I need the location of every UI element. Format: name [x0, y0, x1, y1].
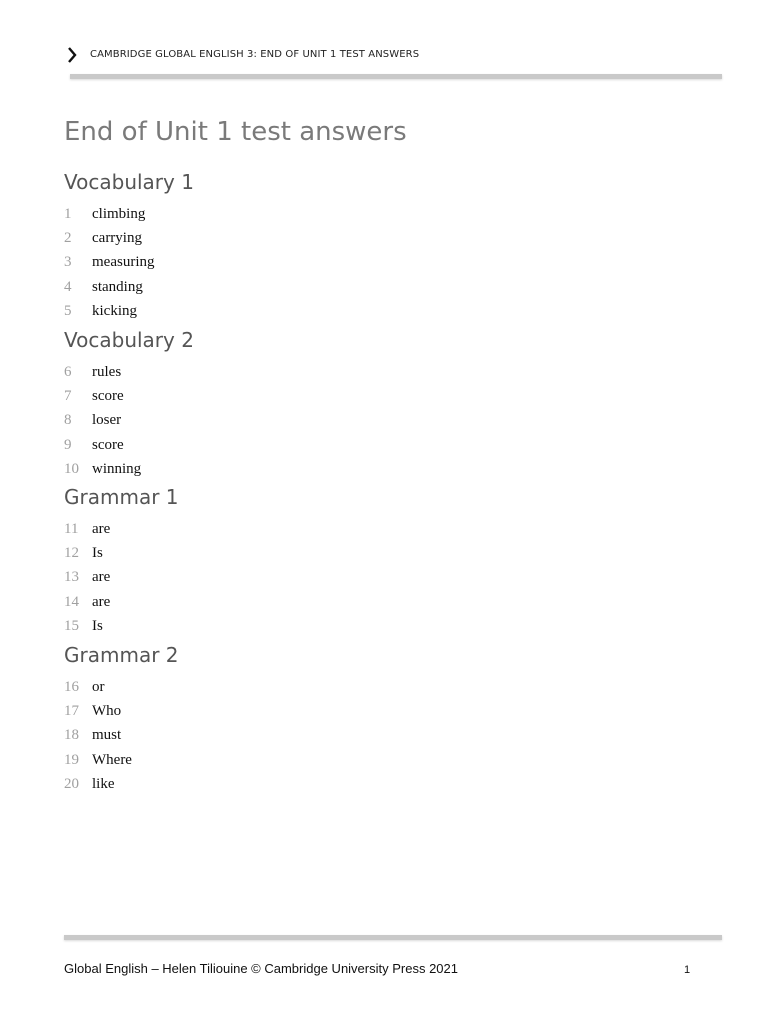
header-divider [70, 74, 722, 79]
answer-item [64, 723, 464, 747]
answer-text: rules [92, 364, 122, 380]
answer-number: 8 [64, 412, 72, 429]
section-grammar-2 [64, 641, 464, 796]
answer-number: 5 [64, 302, 72, 319]
answer-text: like [92, 775, 115, 792]
answer-number: 10 [64, 460, 79, 477]
section-heading: Vocabulary 1 [64, 170, 194, 194]
answer-text: Is [92, 617, 103, 634]
answer-number: 16 [64, 679, 79, 695]
header-title: CAMBRIDGE GLOBAL ENGLISH 3: END OF UNIT 1 TEST ANSWERS [90, 49, 420, 60]
answer-text: are [92, 593, 111, 610]
answer-list [64, 202, 464, 323]
answer-number: 14 [64, 593, 79, 610]
section-grammar-1 [64, 483, 464, 638]
section-vocabulary-2 [64, 326, 464, 481]
answer-number: 15 [64, 617, 79, 634]
answer-text: Where [92, 751, 132, 768]
answer-item [64, 360, 464, 384]
answer-item [64, 457, 464, 481]
answer-item [64, 433, 464, 457]
answer-item [64, 517, 464, 541]
answer-text: kicking [92, 302, 137, 319]
section-heading: Grammar 1 [64, 485, 179, 509]
answer-text: are [92, 569, 111, 586]
section-heading: Vocabulary 2 [64, 328, 194, 352]
answer-number: 18 [64, 727, 79, 744]
answer-text: climbing [92, 206, 146, 222]
answer-number: 9 [64, 436, 72, 453]
footer-divider [64, 935, 722, 940]
answer-item [64, 565, 464, 589]
answer-item [64, 202, 464, 226]
answer-item [64, 590, 464, 614]
answer-number: 7 [64, 388, 72, 405]
answer-item [64, 226, 464, 250]
answer-text: are [92, 521, 111, 537]
answer-text: measuring [92, 254, 155, 271]
answer-number: 13 [64, 569, 79, 586]
answer-item [64, 675, 464, 699]
answer-number: 2 [64, 230, 72, 247]
answer-item [64, 541, 464, 565]
answer-item [64, 748, 464, 772]
running-header [64, 46, 724, 66]
answer-text: score [92, 388, 124, 405]
answer-list [64, 517, 464, 638]
answer-number: 1 [64, 206, 72, 222]
page-number: 1 [684, 964, 691, 976]
answer-item [64, 250, 464, 274]
answer-number: 19 [64, 751, 79, 768]
answer-number: 12 [64, 545, 79, 562]
answer-text: carrying [92, 230, 142, 247]
answer-text: Who [92, 703, 122, 720]
answer-text: winning [92, 460, 142, 477]
answer-item [64, 408, 464, 432]
answer-number: 4 [64, 278, 72, 295]
answer-item [64, 299, 464, 323]
answer-text: loser [92, 412, 122, 429]
answer-item [64, 384, 464, 408]
answer-number: 17 [64, 703, 79, 720]
answer-item [64, 772, 464, 796]
answer-text: score [92, 436, 124, 453]
answer-item [64, 699, 464, 723]
answer-text: Is [92, 545, 103, 562]
answer-item [64, 614, 464, 638]
answer-list [64, 360, 464, 481]
answer-list [64, 675, 464, 796]
answer-item [64, 275, 464, 299]
footer-copyright: Global English – Helen Tiliouine © Cambridge University Press 2021 [64, 961, 458, 976]
answer-number: 6 [64, 364, 72, 380]
answer-number: 20 [64, 775, 79, 792]
chevron-right-icon [64, 46, 80, 64]
answer-text: must [92, 727, 122, 744]
answer-text: standing [92, 278, 143, 295]
page-title: End of Unit 1 test answers [64, 117, 407, 147]
answer-number: 3 [64, 254, 72, 271]
answer-text: or [92, 679, 105, 695]
answer-number: 11 [64, 521, 79, 537]
section-vocabulary-1 [64, 168, 464, 323]
section-heading: Grammar 2 [64, 643, 179, 667]
